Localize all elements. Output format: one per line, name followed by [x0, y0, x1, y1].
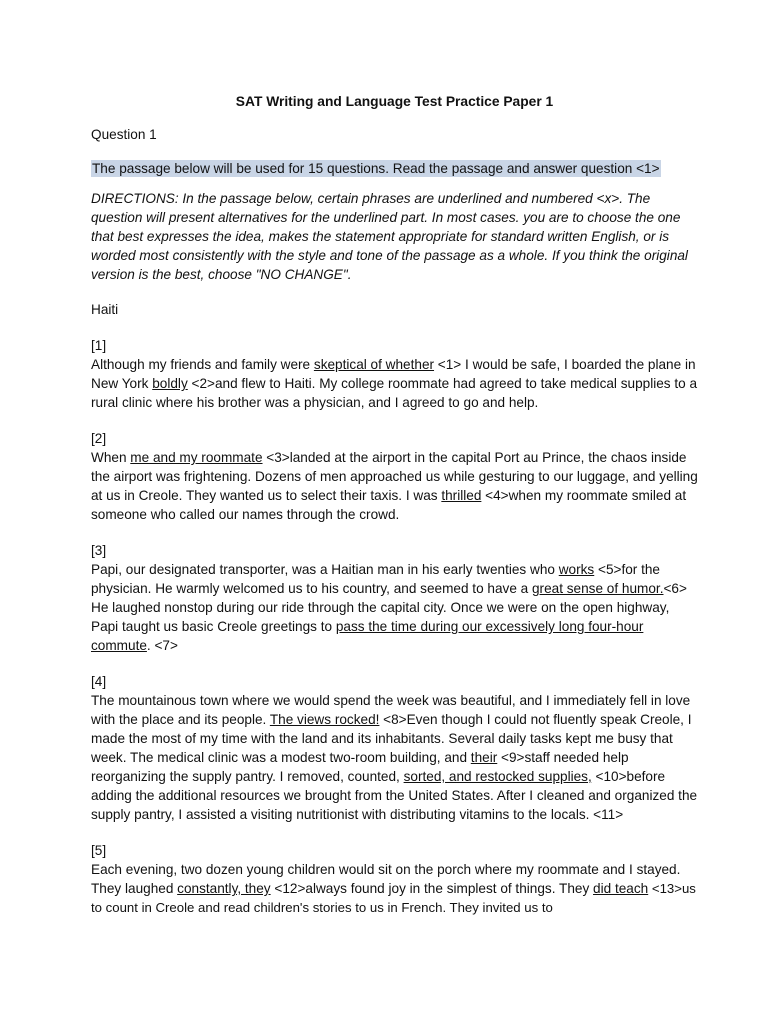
paragraph-5: [91, 841, 698, 917]
text-segment: <8>Even though I could not fluently speak Creole, I made the most of my time with the land and its inhabitants. Several daily tasks kept me busy that week. The medical clinic was a modest two-room building, and: [91, 712, 692, 765]
paragraph-number: [2]: [91, 431, 107, 446]
paragraph-text: [91, 355, 698, 412]
directions-text: DIRECTIONS: In the passage below, certain phrases are underlined and numbered <x>. The question will present alternatives for the underlined part. In most cases. you are to choose the one that best expresses the idea, makes the statement appropriate for standard written English, or is worded most consistently with the style and tone of the passage as a whole. If you think the original version is the best, choose "NO CHANGE".: [91, 191, 688, 282]
text-segment: <13>us to count in Creole and read children's stories to us in French. They invited us to: [91, 881, 696, 915]
text-segment: <4>when my roommate smiled at someone who called our names through the crowd.: [91, 488, 687, 522]
text-segment: <1> I would be safe, I boarded the plane in New York: [91, 357, 696, 391]
underlined-phrase: thrilled: [441, 488, 482, 503]
underlined-phrase: constantly, they: [177, 881, 271, 896]
paragraph-text: [91, 448, 698, 524]
paragraph-1: [91, 336, 698, 412]
paragraph-number: [4]: [91, 674, 107, 689]
question-label: Question 1: [91, 127, 157, 142]
text-segment: <3>landed at the airport in the capital Port au Prince, the chaos inside the airport was frightening. Dozens of men approached us while gesturing to our luggage, and yelling at us in Creole. They wanted us to select their taxis. I was: [91, 450, 698, 503]
text-segment: <10>before adding the additional resources we brought from the United States. After I cleaned and organized the supply pantry, I assisted a visiting nutritionist with distributing vitamins to the locals. <11>: [91, 769, 698, 822]
paragraph-number: [3]: [91, 543, 107, 558]
underlined-phrase: pass the time during our excessively long four-hour commute: [91, 619, 644, 653]
paragraph-4: [91, 672, 698, 824]
passage-title: Haiti: [91, 302, 119, 317]
text-segment: Papi, our designated transporter, was a Haitian man in his early twenties who: [91, 562, 559, 577]
text-segment: . <7>: [146, 638, 178, 653]
paragraph-3: [91, 541, 698, 655]
text-segment: <5>for the physician. He warmly welcomed us to his country, and seemed to have a: [91, 562, 660, 596]
text-segment: <2>and flew to Haiti. My college roommate had agreed to take medical supplies to a rural clinic where his brother was a physician, and I agreed to go and help.: [91, 376, 698, 410]
underlined-phrase: The views rocked!: [269, 712, 380, 727]
paragraph-number: [5]: [91, 843, 107, 858]
highlighted-instruction: The passage below will be used for 15 questions. Read the passage and answer question <1>: [92, 161, 660, 176]
underlined-phrase: boldly: [152, 376, 188, 391]
instruction-line: [91, 159, 698, 178]
underlined-phrase: skeptical of whether: [313, 357, 435, 372]
text-segment: When: [91, 450, 131, 465]
underlined-phrase: me and my roommate: [130, 450, 263, 465]
text-segment: Each evening, two dozen young children would sit on the porch where my roommate and I stayed. They laughed: [91, 862, 681, 896]
underlined-phrase: sorted, and restocked supplies,: [403, 769, 592, 784]
paragraph-text: [91, 560, 698, 655]
underlined-phrase: their: [470, 750, 498, 765]
paragraph-number: [1]: [91, 338, 107, 353]
text-segment: <6> He laughed nonstop during our ride through the capital city. Once we were on the open highway, Papi taught us basic Creole greetings to: [91, 581, 687, 634]
paragraph-2: [91, 429, 698, 524]
text-segment: The mountainous town where we would spend the week was beautiful, and I immediately fell in love with the place and its people.: [91, 693, 691, 727]
document-title: SAT Writing and Language Test Practice Paper 1: [235, 94, 554, 109]
paragraph-text: [91, 691, 698, 824]
underlined-phrase: great sense of humor.: [532, 581, 664, 596]
underlined-phrase: works: [558, 562, 595, 577]
text-segment: <12>always found joy in the simplest of things. They: [270, 881, 594, 896]
text-segment: <9>staff needed help reorganizing the supply pantry. I removed, counted,: [91, 750, 629, 784]
paragraph-text: [91, 860, 698, 917]
text-segment: Although my friends and family were: [91, 357, 314, 372]
underlined-phrase: did teach: [593, 881, 649, 896]
